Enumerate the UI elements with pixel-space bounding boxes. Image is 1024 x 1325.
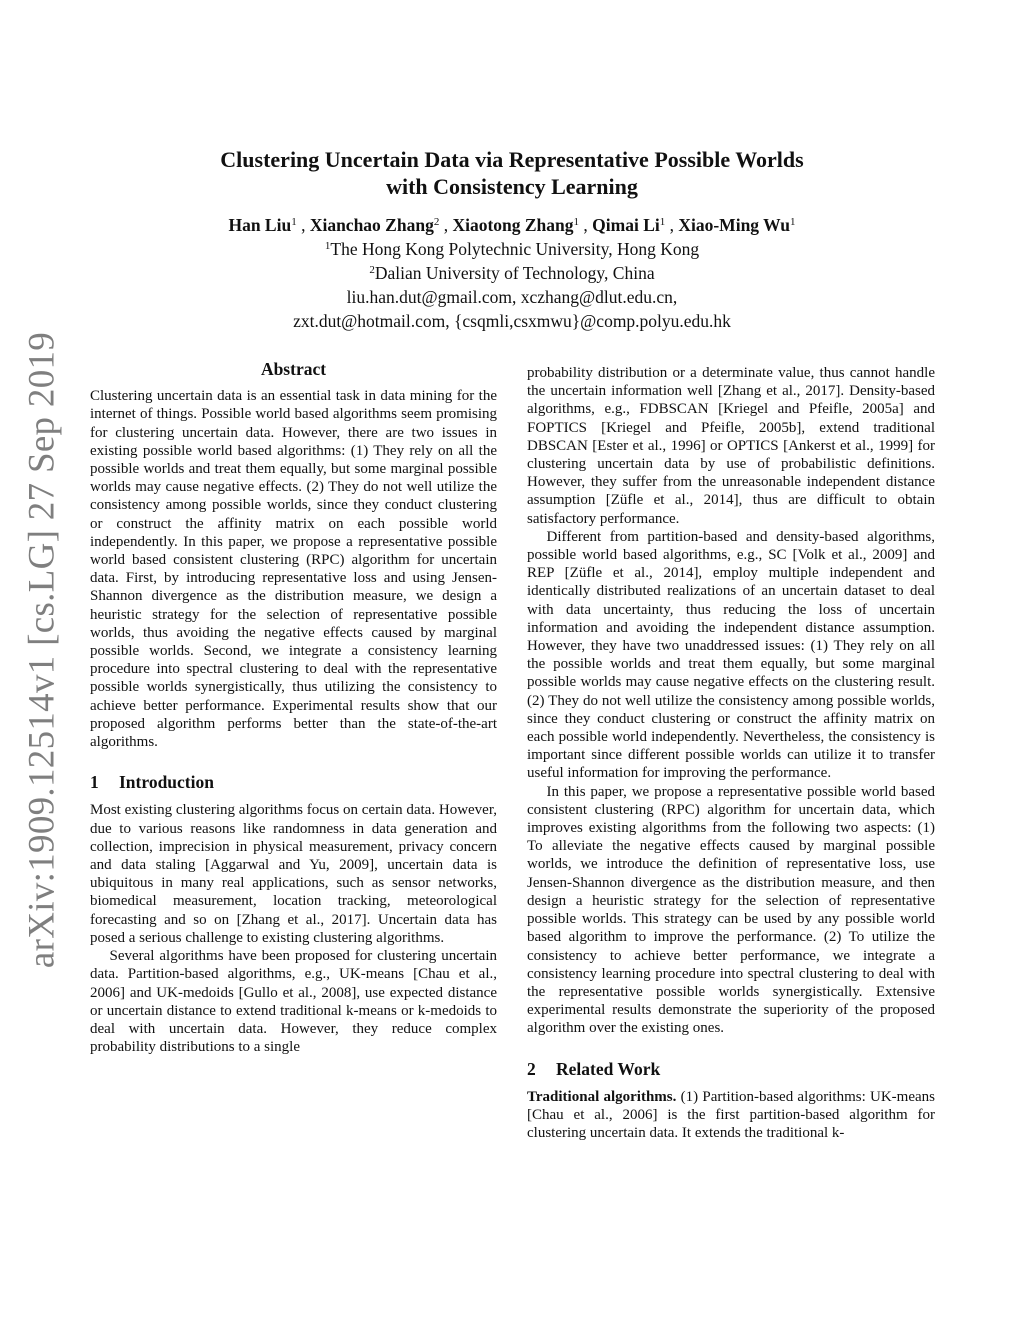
affiliation-number: 1 — [324, 240, 331, 252]
author-affil-mark: 2 — [433, 216, 440, 228]
affiliation — [0, 261, 1024, 285]
intro-paragraph-3: probability distribution or a determinate value, thus cannot handle the uncertain information well [Zhang et al., 2017]. Density-based algorithms, e.g., FDBSCAN [Kriegel and Pfeifle, 2005a] and FOPTICS [Kriegel and Pfeifle, 2005b], extend traditional DBSCAN [Ester et al., 1996] or OPTICS [Ankerst et al., 1999] for clustering uncertain data by use of probabilistic definitions. However, they suffer from the unreasonable independent distance assumption [Züfle et al., 2014], thus are difficult to obtain satisfactory performance. — [527, 365, 935, 527]
author-name: Xiao-Ming Wu — [678, 215, 791, 235]
author-block — [0, 213, 1024, 333]
intro-paragraph-5: In this paper, we propose a representative possible world based consistent clustering (RPC) algorithm for uncertain data, which improves existing algorithms from the following two aspects: (1) To alleviate the negative effects caused by marginal possible worlds, we introduce the definition of representative loss, use Jensen-Shannon divergence as the distribution measure, and then design a heuristic strategy for the selection of representative possible worlds. This strategy can be used by any possible world based algorithm to improve the performance. (2) To utilize the consistency to achieve better performance, we integrate a consistency learning procedure into spectral clustering to deal with the representative possible worlds synergistically. Extensive experimental results demonstrate the superiority of the proposed algorithm over the existing ones. — [527, 783, 935, 1037]
author-name: Xianchao Zhang — [309, 215, 434, 235]
section-heading-introduction — [90, 773, 497, 791]
email-line: zxt.dut@hotmail.com, {csqmli,csxmwu}@comp.polyu.edu.hk — [293, 311, 731, 331]
affiliation-number: 2 — [369, 264, 375, 276]
section-heading-related-work — [527, 1060, 935, 1078]
author-name: Qimai Li — [592, 215, 660, 235]
section-title: Introduction — [119, 772, 214, 793]
author-affil-mark: 1 — [659, 216, 666, 228]
affiliation-text: Dalian University of Technology, China — [374, 263, 655, 283]
author-list: Han Liu$^1$ , Xianchao Zhang$^2$ , Xiaotong Zhang$^1$ , Qimai Li$^1$ , Xiao-Ming Wu$^1$ — [228, 215, 796, 235]
arxiv-stamp-text: arXiv:1909.12514v1 [cs.LG] 27 Sep 2019 — [21, 331, 63, 969]
intro-paragraph-1: Most existing clustering algorithms focus on certain data. However, due to various reasons like randomness in data generation and collection, imprecision in physical measurement, privacy concern and data staling [Aggarwal and Yu, 2009], uncertain data is ubiquitous in many real applications, such as sensor networks, biomedical measurement, location tracking, meteorological forecasting and so on [Zhang et al., 2017]. Uncertain data has posed a serious challenge to existing clustering algorithms. — [90, 802, 497, 946]
title-line-1: Clustering Uncertain Data via Representative Possible Worlds — [220, 147, 804, 172]
abstract-text: Clustering uncertain data is an essential task in data mining for the internet of things. Possible world based algorithms seem promising for clustering uncertain data. However, there are two issues in existing possible world based algorithms: (1) They rely on all the possible worlds and treat them equally, but some marginal possible worlds may cause negative effects. (2) They do not well utilize the consistency among possible worlds, since they conduct clustering or construct the affinity matrix on each possible world independently. In this paper, we propose a representative possible world based consistent clustering (RPC) algorithm for uncertain data. First, by introducing representative loss and using Jensen-Shannon divergence as the distribution measure, we design a heuristic strategy for the selection of representative possible worlds, thus avoiding the negative effects caused by marginal possible worlds. Second, we integrate a consistency learning procedure into spectral clustering to deal with the representative possible worlds synergistically, thus utilizing the consistency to achieve better performance. Experimental results show that our proposed algorithm performs better than the state-of-the-art algorithms. — [90, 388, 497, 751]
affiliation — [0, 237, 1024, 261]
section-title: Related Work — [556, 1058, 661, 1079]
section-number: 1 — [90, 772, 99, 793]
left-column — [90, 360, 497, 1056]
right-column — [527, 364, 935, 1142]
author-affil-mark: 1 — [790, 216, 796, 228]
related-work-paragraph — [527, 1088, 935, 1143]
section-number: 2 — [527, 1058, 536, 1079]
intro-paragraph-2: Several algorithms have been proposed for clustering uncertain data. Partition-based algorithms, e.g., UK-means [Chau et al., 2006] and UK-medoids [Gullo et al., 2008], use expected distance or uncertain distance to extend traditional k-means or k-medoids to deal with uncertain data. However, they reduce complex probability distributions to a single — [90, 948, 497, 1056]
author-affil-mark: 1 — [573, 216, 580, 228]
affiliation-text: The Hong Kong Polytechnic University, Hong Kong — [330, 239, 700, 259]
email-line: liu.han.dut@gmail.com, xczhang@dlut.edu.cn, — [346, 287, 678, 307]
paper-title — [0, 146, 1024, 200]
author-affil-mark: 1 — [291, 216, 297, 228]
abstract-heading: Abstract — [260, 359, 327, 379]
intro-paragraph-4: Different from partition-based and density-based algorithms, possible world based algorithms, e.g., SC [Volk et al., 2009] and REP [Züfle et al., 2014], employ multiple independent and identically distributed realizations of an uncertain dataset to deal with data uncertainty, thus reducing the loss of uncertain information and avoiding the independent distance assumption. However, they have two unaddressed issues: (1) They rely on all the possible worlds and treat them equally, but some marginal possible worlds may cause negative effects on the clustering result. (2) They do not well utilize the consistency among possible worlds, since they conduct clustering or construct the affinity matrix on each possible world independently. Nevertheless, the consistency is important since different possible worlds can utilize it to transfer useful information for improving the performance. — [527, 528, 935, 782]
runin-heading: Traditional algorithms. — [527, 1088, 677, 1105]
title-line-2: with Consistency Learning — [386, 174, 638, 199]
author-name: Han Liu — [228, 215, 292, 235]
author-name: Xiaotong Zhang — [452, 215, 574, 235]
related-work-text: (1) Partition-based algorithms: UK-means [Chau et al., 2006] is the first partition-based algorithm for clustering uncertain data. It extends the traditional k- — [527, 1088, 935, 1142]
